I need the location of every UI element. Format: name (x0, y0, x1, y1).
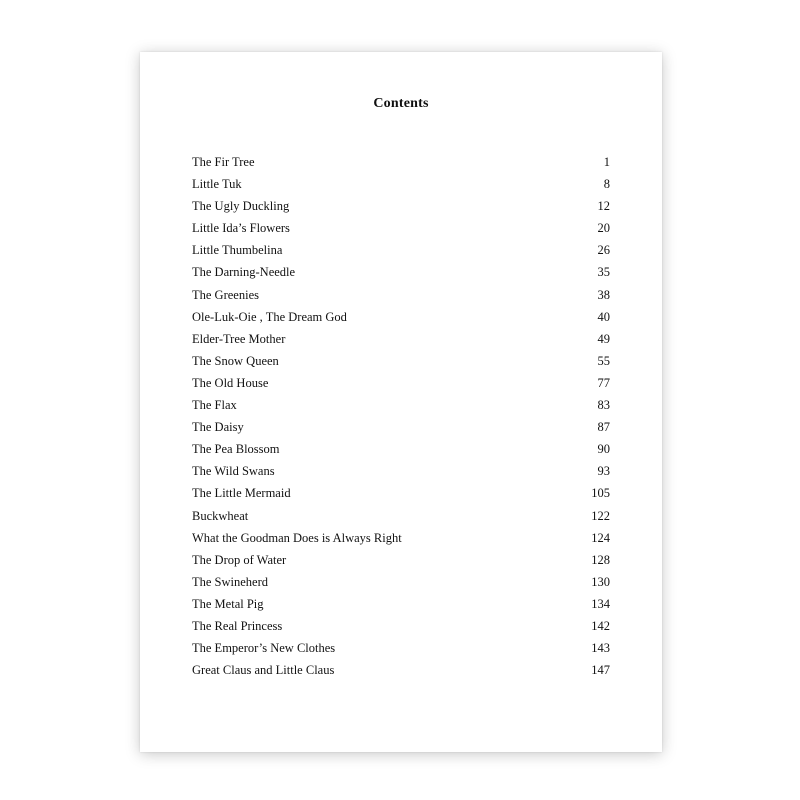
toc-entry-page-number: 147 (591, 663, 610, 678)
toc-entry-page-number: 40 (597, 309, 610, 324)
toc-entry[interactable] (192, 465, 610, 478)
toc-entry-title: The Snow Queen (192, 353, 279, 368)
toc-entry-page-number: 122 (591, 508, 610, 523)
toc-entry-page-number: 49 (597, 331, 610, 346)
toc-entry-page-number: 8 (603, 177, 610, 192)
toc-entry-page-number: 143 (591, 641, 610, 656)
toc-entry[interactable] (192, 554, 610, 567)
toc-entry-title: The Old House (192, 375, 269, 390)
toc-entry-page-number: 134 (591, 596, 610, 611)
toc-entry-title: What the Goodman Does is Always Right (192, 530, 402, 545)
toc-entry-page-number: 83 (597, 398, 610, 413)
toc-entry-title: Little Ida’s Flowers (192, 221, 290, 236)
toc-entry-title: The Real Princess (192, 618, 283, 633)
toc-entry[interactable] (192, 333, 610, 346)
toc-entry[interactable] (192, 156, 610, 169)
toc-entry-page-number: 130 (591, 574, 610, 589)
toc-entry[interactable] (192, 355, 610, 368)
toc-entry-page-number: 105 (591, 486, 610, 501)
toc-entry-title: The Ugly Duckling (192, 199, 290, 214)
toc-entry-title: The Wild Swans (192, 464, 275, 479)
toc-entry[interactable] (192, 178, 610, 191)
toc-entry-title: The Drop of Water (192, 552, 287, 567)
toc-entry[interactable] (192, 222, 610, 235)
toc-entry-page-number: 93 (597, 464, 610, 479)
toc-entry-title: The Swineherd (192, 574, 269, 589)
toc-entry-title: The Daisy (192, 420, 244, 435)
toc-entry-title: The Flax (192, 398, 237, 413)
toc-entry-title: The Little Mermaid (192, 486, 291, 501)
toc-entry-title: Little Tuk (192, 177, 242, 192)
toc-entry[interactable] (192, 487, 610, 500)
toc-entry-page-number: 1 (603, 155, 610, 169)
toc-entry-page-number: 26 (597, 243, 610, 258)
toc-entry[interactable] (192, 620, 610, 633)
page-title: Contents (373, 96, 429, 111)
toc-entry-title: Elder-Tree Mother (192, 331, 286, 346)
toc-entry-title: The Emperor’s New Clothes (192, 641, 336, 656)
toc-entry-page-number: 124 (591, 530, 610, 545)
toc-entry-title: The Darning-Needle (192, 265, 296, 280)
toc-entry[interactable] (192, 421, 610, 434)
toc-entry-page-number: 90 (597, 442, 610, 457)
toc-entry[interactable] (192, 443, 610, 456)
toc-entry-page-number: 12 (597, 199, 610, 214)
toc-entry[interactable] (192, 664, 610, 677)
toc-entry-title: The Metal Pig (192, 596, 264, 611)
toc-entry[interactable] (192, 244, 610, 257)
toc-entry-title: Ole-Luk-Oie , The Dream God (192, 309, 347, 324)
toc-entry-page-number: 55 (597, 353, 610, 368)
toc-entry[interactable] (192, 598, 610, 611)
toc-entry-page-number: 77 (597, 375, 610, 390)
table-of-contents (192, 156, 610, 677)
toc-entry-page-number: 87 (597, 420, 610, 435)
toc-entry-page-number: 20 (597, 221, 610, 236)
toc-entry-title: The Fir Tree (192, 155, 255, 169)
toc-entry[interactable] (192, 377, 610, 390)
toc-entry-title: Little Thumbelina (192, 243, 283, 258)
toc-entry-title: The Pea Blossom (192, 442, 280, 457)
document-page (140, 52, 662, 752)
toc-entry-page-number: 35 (597, 265, 610, 280)
toc-entry-title: The Greenies (192, 287, 259, 302)
toc-entry-title: Great Claus and Little Claus (192, 663, 335, 678)
toc-entry-page-number: 38 (597, 287, 610, 302)
toc-entry-page-number: 142 (591, 618, 610, 633)
toc-entry[interactable] (192, 642, 610, 655)
page-content (140, 52, 662, 752)
toc-entry[interactable] (192, 576, 610, 589)
toc-entry[interactable] (192, 266, 610, 279)
toc-entry[interactable] (192, 510, 610, 523)
toc-entry[interactable] (192, 399, 610, 412)
toc-entry[interactable] (192, 532, 610, 545)
toc-entry-page-number: 128 (591, 552, 610, 567)
toc-entry[interactable] (192, 311, 610, 324)
toc-entry[interactable] (192, 200, 610, 213)
toc-entry[interactable] (192, 289, 610, 302)
toc-entry-title: Buckwheat (192, 508, 249, 523)
